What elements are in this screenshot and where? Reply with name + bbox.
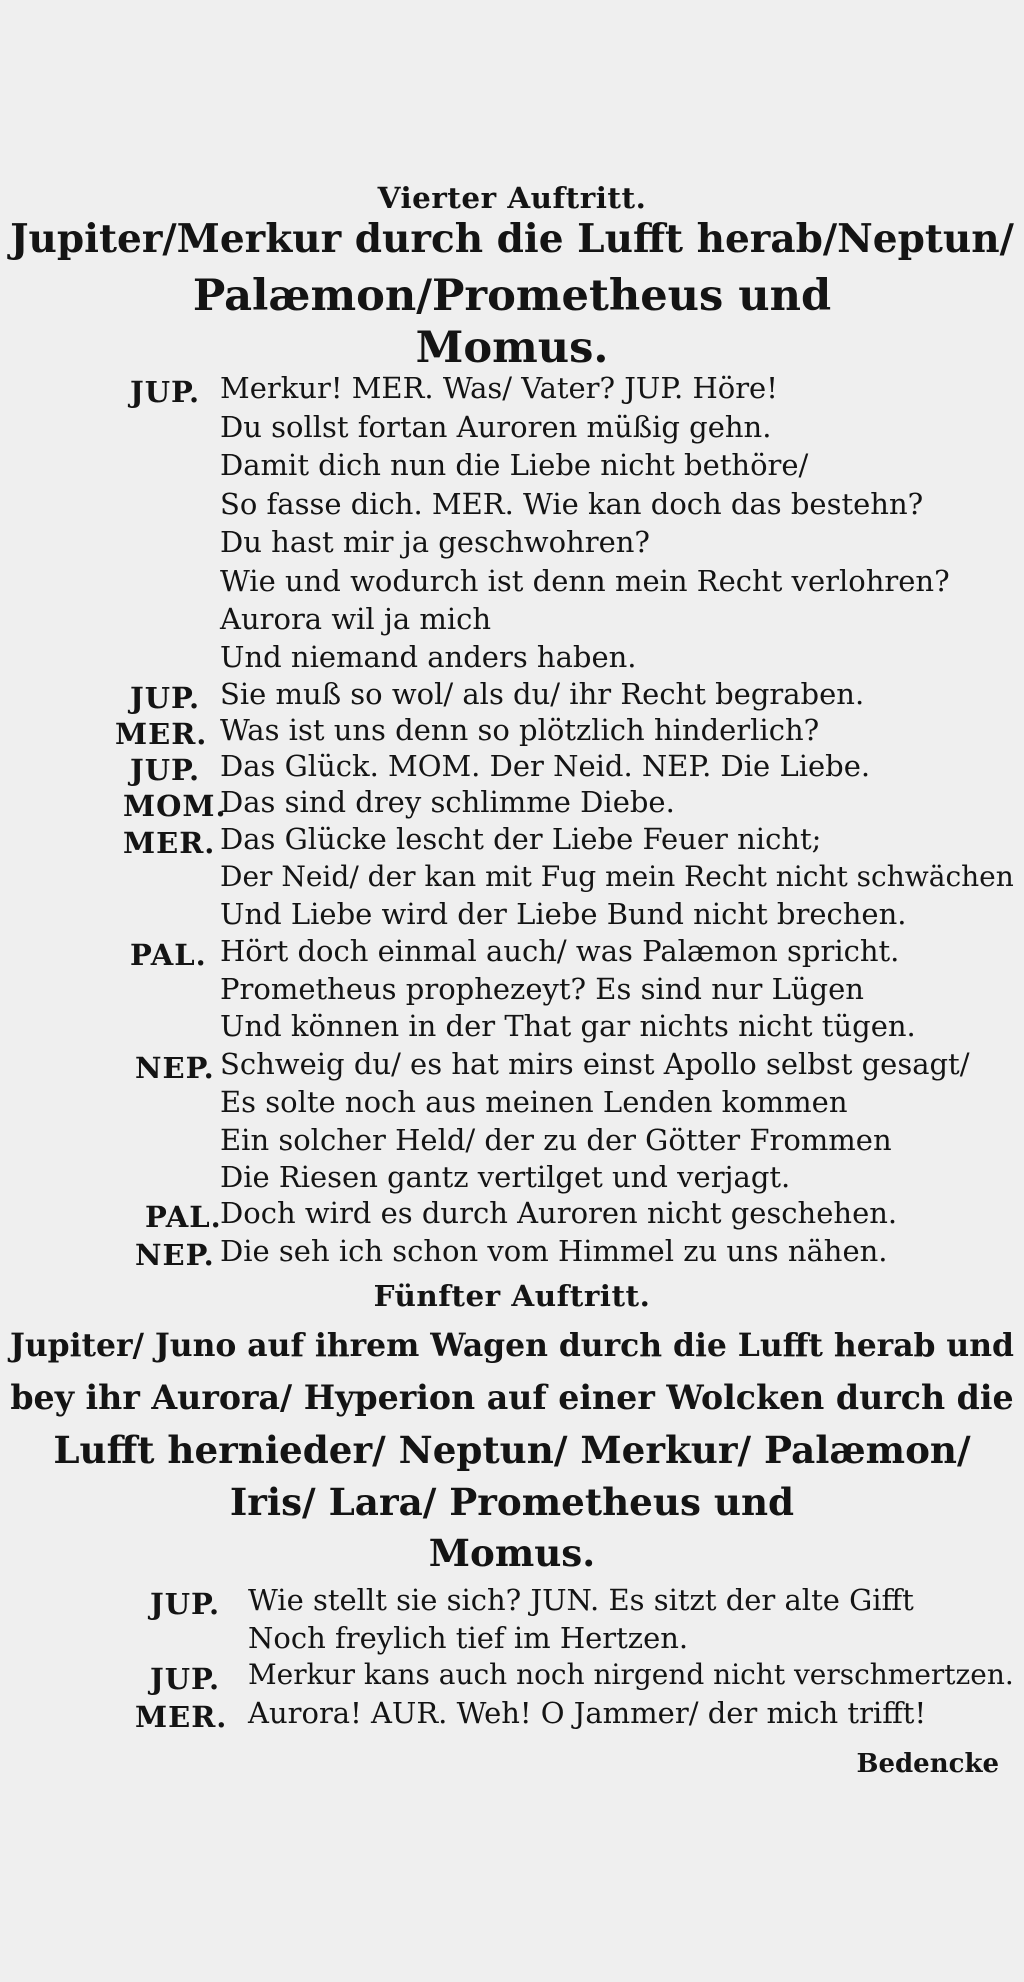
speaker-label: MER. <box>135 1700 228 1734</box>
verse-line: Wie stellt sie sich? JUN. Es sitzt der alte Gifft <box>248 1583 914 1617</box>
scene-5-cast-line-4: Iris/ Lara/ Prometheus und <box>229 1480 795 1524</box>
scene-5-cast-line-5: Momus. <box>428 1531 596 1575</box>
verse-line: Damit dich nun die Liebe nicht bethöre/ <box>220 448 809 482</box>
scene-5-cast-line-3: Lufft hernieder/ Neptun/ Merkur/ Palæmon/ <box>53 1428 971 1472</box>
verse-line: Die seh ich schon vom Himmel zu uns nähen. <box>220 1234 888 1268</box>
speaker-label: NEP. <box>135 1238 215 1272</box>
verse-line: Aurora wil ja mich <box>220 602 492 636</box>
scene-5-cast-line-1: Jupiter/ Juno auf ihrem Wagen durch die Lufft herab und <box>9 1328 1015 1364</box>
verse-line: Es solte noch aus meinen Lenden kommen <box>220 1085 848 1119</box>
verse-line: Und Liebe wird der Liebe Bund nicht brechen. <box>220 897 907 931</box>
verse-line: Das sind drey schlimme Diebe. <box>220 785 675 819</box>
speaker-label: MOM. <box>123 789 227 823</box>
speaker-label: MER. <box>115 717 208 751</box>
catchword: Bedencke <box>856 1749 999 1779</box>
verse-line: Sie muß so wol/ als du/ ihr Recht begraben. <box>220 677 865 711</box>
speaker-label: PAL. <box>130 938 207 972</box>
verse-line: Was ist uns denn so plötzlich hinderlich? <box>220 713 820 747</box>
verse-line: Du sollst fortan Auroren müßig gehn. <box>220 410 772 444</box>
scene-4-cast-line-3: Momus. <box>415 322 609 373</box>
scene-4-heading: Vierter Auftritt. <box>377 180 647 215</box>
verse-line: Aurora! AUR. Weh! O Jammer/ der mich trifft! <box>248 1696 927 1730</box>
speaker-label: JUP. <box>150 1662 221 1696</box>
scene-4-cast-line-2: Palæmon/Prometheus und <box>192 270 832 321</box>
verse-line: Wie und wodurch ist denn mein Recht verlohren? <box>220 564 950 598</box>
verse-line: Schweig du/ es hat mirs einst Apollo selbst gesagt/ <box>220 1047 970 1081</box>
verse-line: Noch freylich tief im Hertzen. <box>248 1621 689 1655</box>
verse-line: Ein solcher Held/ der zu der Götter Frommen <box>220 1123 892 1157</box>
speaker-label: JUP. <box>130 753 201 787</box>
verse-line: Das Glücke lescht der Liebe Feuer nicht; <box>220 822 822 856</box>
speaker-label: PAL. <box>145 1200 222 1234</box>
speaker-label: NEP. <box>135 1051 215 1085</box>
verse-line: Prometheus prophezeyt? Es sind nur Lügen <box>220 972 864 1006</box>
verse-line: Doch wird es durch Auroren nicht geschehen. <box>220 1196 898 1230</box>
speaker-label: JUP. <box>130 681 201 715</box>
verse-line: Die Riesen gantz vertilget und verjagt. <box>220 1160 791 1194</box>
speaker-label: JUP. <box>130 375 201 409</box>
verse-line: Der Neid/ der kan mit Fug mein Recht nicht schwächen <box>220 860 1014 893</box>
speaker-label: MER. <box>123 826 216 860</box>
verse-line: Merkur! MER. Was/ Vater? JUP. Höre! <box>220 371 778 405</box>
verse-line: Merkur kans auch noch nirgend nicht verschmertzen. <box>248 1658 1014 1691</box>
verse-line: So fasse dich. MER. Wie kan doch das bestehn? <box>220 487 924 521</box>
scene-5-cast-line-2: bey ihr Aurora/ Hyperion auf einer Wolcken durch die <box>10 1378 1014 1417</box>
verse-line: Und können in der That gar nichts nicht tügen. <box>220 1009 916 1043</box>
verse-line: Hört doch einmal auch/ was Palæmon spricht. <box>220 934 900 968</box>
verse-line: Du hast mir ja geschwohren? <box>220 525 650 559</box>
verse-line: Und niemand anders haben. <box>220 640 637 674</box>
speaker-label: JUP. <box>150 1587 221 1621</box>
scene-4-cast-line-1: Jupiter/Merkur durch die Lufft herab/Neptun/ <box>10 216 1014 262</box>
verse-line: Das Glück. MOM. Der Neid. NEP. Die Liebe. <box>220 749 871 783</box>
scene-5-heading: Fünfter Auftritt. <box>373 1278 651 1313</box>
